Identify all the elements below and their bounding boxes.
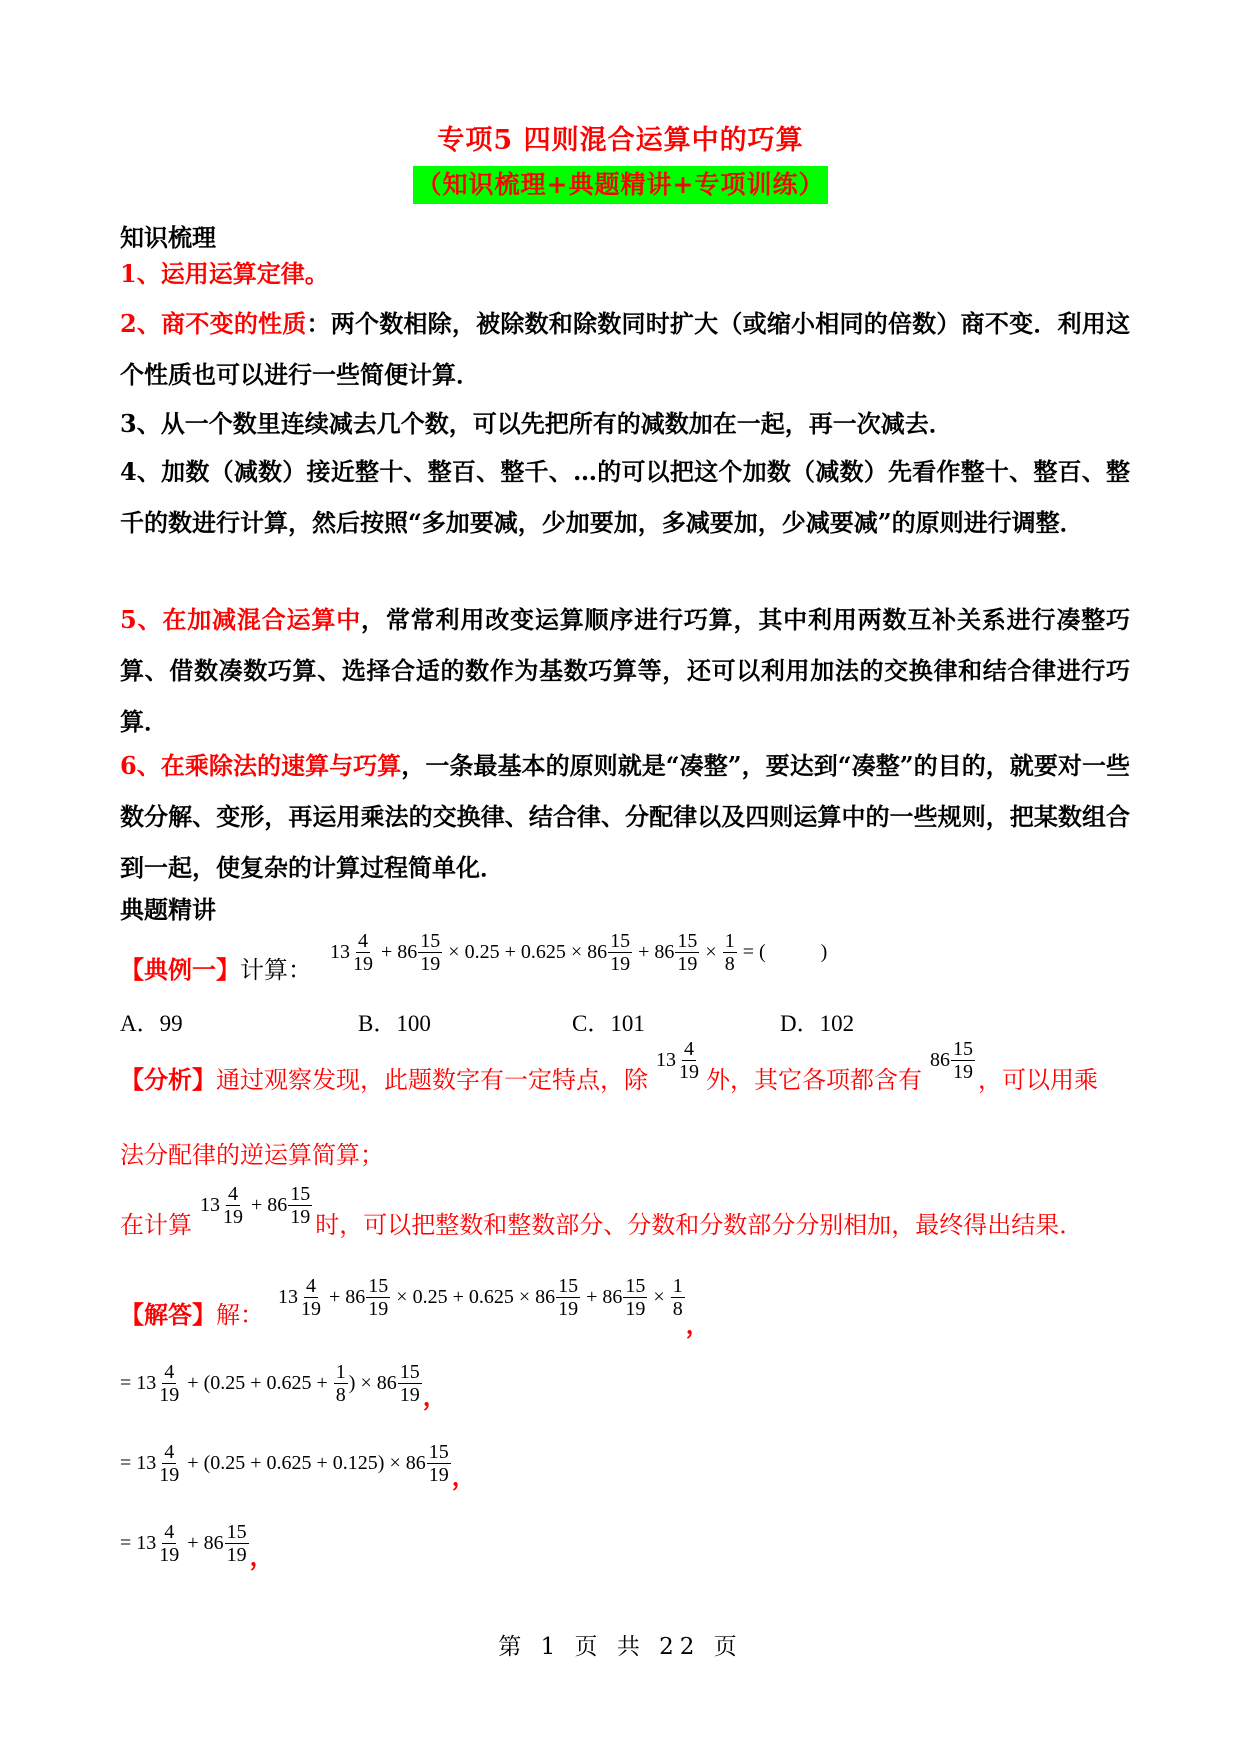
item-4: 4、加数（减数）接近整十、整百、整千、…的可以把这个加数（减数）先看作整十、整百、整千的数进行计算，然后按照“多加要减，少加要加，多减要加，少减要减”的原则进行调整． [120,457,1130,537]
step-4-expression [120,1521,250,1566]
plus-sign: + [638,941,650,963]
denominator: 19 [159,1384,180,1406]
value-025: 0.25 [464,941,500,963]
fraction-4-19 [157,1361,181,1406]
numerator: 15 [610,930,631,952]
denominator: 19 [353,953,373,975]
analysis-line-1 [120,1038,1098,1095]
analysis-text-a: 通过观察发现，此题数字有一定特点，除 [216,1066,648,1094]
solution-tag: 【解答】 [120,1300,216,1329]
fraction-1-8 [334,1361,348,1406]
denominator: 19 [368,1298,389,1320]
option-a: A．99 [120,1011,183,1036]
denominator: 19 [953,1061,973,1083]
denominator: 19 [399,1384,420,1406]
solution-label: 解： [216,1301,264,1329]
comma: ， [685,1310,710,1339]
whole-13: 13 [136,1452,157,1474]
fraction-15-19 [608,930,632,975]
value-025: 0.25 [210,1452,246,1474]
solution-line-1 [120,1275,710,1340]
value-0625: 0.625 [266,1372,312,1394]
whole-13: 13 [136,1372,157,1394]
times-sign: × [570,941,583,963]
fraction-4-19 [157,1521,181,1566]
footer-total-pages: 22 [659,1634,701,1660]
denominator: 19 [223,1206,243,1228]
times-sign: × [448,941,460,963]
plus-sign: + [316,1452,328,1474]
whole-13: 13 [278,1286,298,1308]
solution-step-4 [120,1515,274,1572]
times-sign: × [518,1286,531,1308]
analysis-text-e: 时，可以把整数和整数部分、分数和分数部分分别相加，最终得出结果． [315,1211,1084,1239]
plus-sign: + [504,941,516,963]
plus-sign: + [316,1372,328,1394]
plus-sign: + [586,1286,598,1308]
analysis-text-b: 外，其它各项都含有 [706,1066,922,1094]
numerator: 15 [677,930,698,952]
whole-13: 13 [330,941,350,963]
whole-86: 86 [654,941,675,963]
denominator: 19 [301,1298,321,1320]
numerator: 4 [228,1183,238,1205]
value-0625: 0.625 [266,1452,312,1474]
fraction-15-19 [556,1275,580,1320]
times-sign: × [396,1286,408,1308]
equals-sign: = [120,1372,132,1394]
solution-expression-1 [278,1275,686,1320]
whole-13: 13 [200,1194,220,1216]
numerator: 4 [164,1361,175,1383]
mixed-13-4-19 [656,1038,702,1083]
denominator: 19 [226,1544,247,1566]
fraction-15-19 [623,1275,647,1320]
whole-86: 86 [203,1532,224,1554]
fraction-4-19 [677,1038,701,1083]
numerator: 15 [953,1038,973,1060]
numerator: 15 [558,1275,579,1297]
numerator: 15 [226,1521,247,1543]
fraction-1-8 [671,1275,685,1320]
numerator: 4 [164,1441,175,1463]
fraction-15-19 [288,1183,312,1228]
item-6-heading: 6、在乘除法的速算与巧算 [120,751,402,780]
numerator: 15 [625,1275,646,1297]
whole-13: 13 [656,1049,676,1071]
footer-di: 第 [498,1634,528,1660]
plus-sign: + [452,1286,464,1308]
option-b: B．100 [358,1011,431,1036]
times-sign: × [705,941,717,963]
numerator: 15 [290,1183,311,1205]
plus-sign: + [250,1372,262,1394]
plus-sign: + [187,1532,199,1554]
close-paren: ) [820,941,828,963]
value-025: 0.25 [210,1372,246,1394]
numerator: 4 [306,1275,316,1297]
sum-expression [200,1183,313,1228]
denominator: 19 [677,953,698,975]
analysis-line-2: 法分配律的逆运算简算； [120,1141,384,1169]
denominator: 19 [610,953,631,975]
numerator: 4 [358,930,368,952]
whole-86: 86 [376,1372,397,1394]
footer-ye-2: 页 [713,1634,743,1660]
fraction-15-19 [225,1521,249,1566]
numerator: 15 [420,930,441,952]
fraction-15-19 [951,1038,975,1083]
numerator: 1 [672,1275,683,1297]
value-0625: 0.625 [468,1286,514,1308]
footer-ye: 页 [574,1634,604,1660]
page-footer [0,1628,1241,1661]
option-d: D．102 [780,1011,855,1036]
numerator: 15 [428,1441,449,1463]
plus-sign: + [250,1452,262,1474]
step-2-expression [120,1361,423,1406]
whole-86: 86 [267,1194,288,1216]
times-sign: × [653,1286,665,1308]
analysis-text-d: 在计算 [120,1211,192,1239]
item-5-text: ，常常利用改变运算顺序进行巧算，其中利用两数互补关系进行凑整巧算、借数凑数巧算、选择合适的数作为基数巧算等，还可以利用加法的交换律和结合律进行巧算． [120,605,1131,736]
solution-step-3 [120,1435,476,1492]
footer-gong: 共 [616,1634,646,1660]
example-expression [330,930,827,975]
item-2 [120,298,1130,400]
subtitle-wrap [0,166,1241,204]
fraction-15-19 [675,930,699,975]
right-paren: ) [348,1372,356,1394]
analysis-tag: 【分析】 [120,1065,216,1094]
plus-sign: + [381,941,393,963]
page-subtitle: （知识梳理+典题精讲+专项训练） [413,166,829,204]
mixed-86-15-19 [930,1038,976,1083]
value-025: 0.25 [412,1286,448,1308]
analysis-line-3 [120,1183,1084,1240]
page-title: 专项5 四则混合运算中的巧算 [437,125,804,156]
fraction-15-19 [418,930,442,975]
denominator: 19 [159,1544,180,1566]
left-paren: ( [203,1452,211,1474]
denominator: 19 [558,1298,579,1320]
numerator: 4 [164,1521,175,1543]
example-tag: 【典例一】 [120,955,240,984]
fraction-4-19 [221,1183,245,1228]
numerator: 1 [335,1361,346,1383]
item-6-text: ，一条最基本的原则就是“凑整”，要达到“凑整”的目的，就要对一些数分解、变形，再运用乘法的交换律、结合律、分配律以及四则运算中的一些规则，把某数组合到一起，使复杂的计算过程简单化． [120,751,1130,882]
step-3-expression [120,1441,452,1486]
whole-86: 86 [345,1286,366,1308]
whole-13: 13 [136,1532,157,1554]
solution-step-2 [120,1355,447,1412]
item-2-text: ：两个数相除，被除数和除数同时扩大（或缩小相同的倍数）商不变．利用这个性质也可以进行一些简便计算． [120,309,1130,389]
item-6 [120,740,1130,893]
plus-sign: + [187,1452,199,1474]
plus-sign: + [187,1372,199,1394]
left-paren: ( [203,1372,211,1394]
footer-page-number: 1 [540,1634,562,1660]
analysis-text-c: ，可以用乘 [978,1066,1098,1094]
section-knowledge: 知识梳理 [120,223,216,252]
whole-86: 86 [930,1049,950,1071]
plus-sign: + [251,1194,263,1216]
whole-86: 86 [397,941,418,963]
equals-open-paren: = ( [742,941,766,963]
item-5-heading: 5、在加减混合运算中 [120,605,362,634]
right-paren: ) [377,1452,385,1474]
comma: ， [249,1542,274,1571]
option-c: C．101 [572,1011,645,1036]
example-1 [120,930,828,985]
fraction-4-19 [299,1275,323,1320]
whole-86: 86 [587,941,608,963]
value-0625: 0.625 [520,941,566,963]
fraction-1-8 [723,930,737,975]
numerator: 4 [684,1038,694,1060]
denominator: 19 [428,1464,449,1486]
numerator: 15 [368,1275,389,1297]
denominator: 19 [679,1061,699,1083]
comma: ， [451,1462,476,1491]
denominator: 19 [420,953,441,975]
whole-86: 86 [602,1286,623,1308]
fraction-15-19 [398,1361,422,1406]
fraction-15-19 [366,1275,390,1320]
example-label: 计算： [240,956,312,984]
denominator: 19 [625,1298,646,1320]
equals-sign: = [120,1452,132,1474]
item-3: 3、从一个数里连续减去几个数，可以先把所有的减数加在一起，再一次减去． [120,409,953,438]
plus-sign: + [329,1286,341,1308]
numerator: 1 [724,930,735,952]
numerator: 15 [399,1361,420,1383]
value-0125: 0.125 [332,1452,378,1474]
fraction-4-19 [351,930,375,975]
denominator: 8 [672,1298,683,1320]
denominator: 19 [290,1206,311,1228]
whole-86: 86 [405,1452,426,1474]
item-5 [120,594,1130,747]
denominator: 8 [724,953,735,975]
times-sign: × [360,1372,372,1394]
whole-86: 86 [535,1286,556,1308]
fraction-15-19 [427,1441,451,1486]
times-sign: × [389,1452,401,1474]
item-2-heading: 2、商不变的性质 [120,309,307,338]
equals-sign: = [120,1532,132,1554]
comma: ， [422,1382,447,1411]
item-1: 1、运用运算定律。 [120,259,329,288]
denominator: 19 [159,1464,180,1486]
section-examples: 典题精讲 [120,895,216,924]
fraction-4-19 [157,1441,181,1486]
denominator: 8 [335,1384,346,1406]
